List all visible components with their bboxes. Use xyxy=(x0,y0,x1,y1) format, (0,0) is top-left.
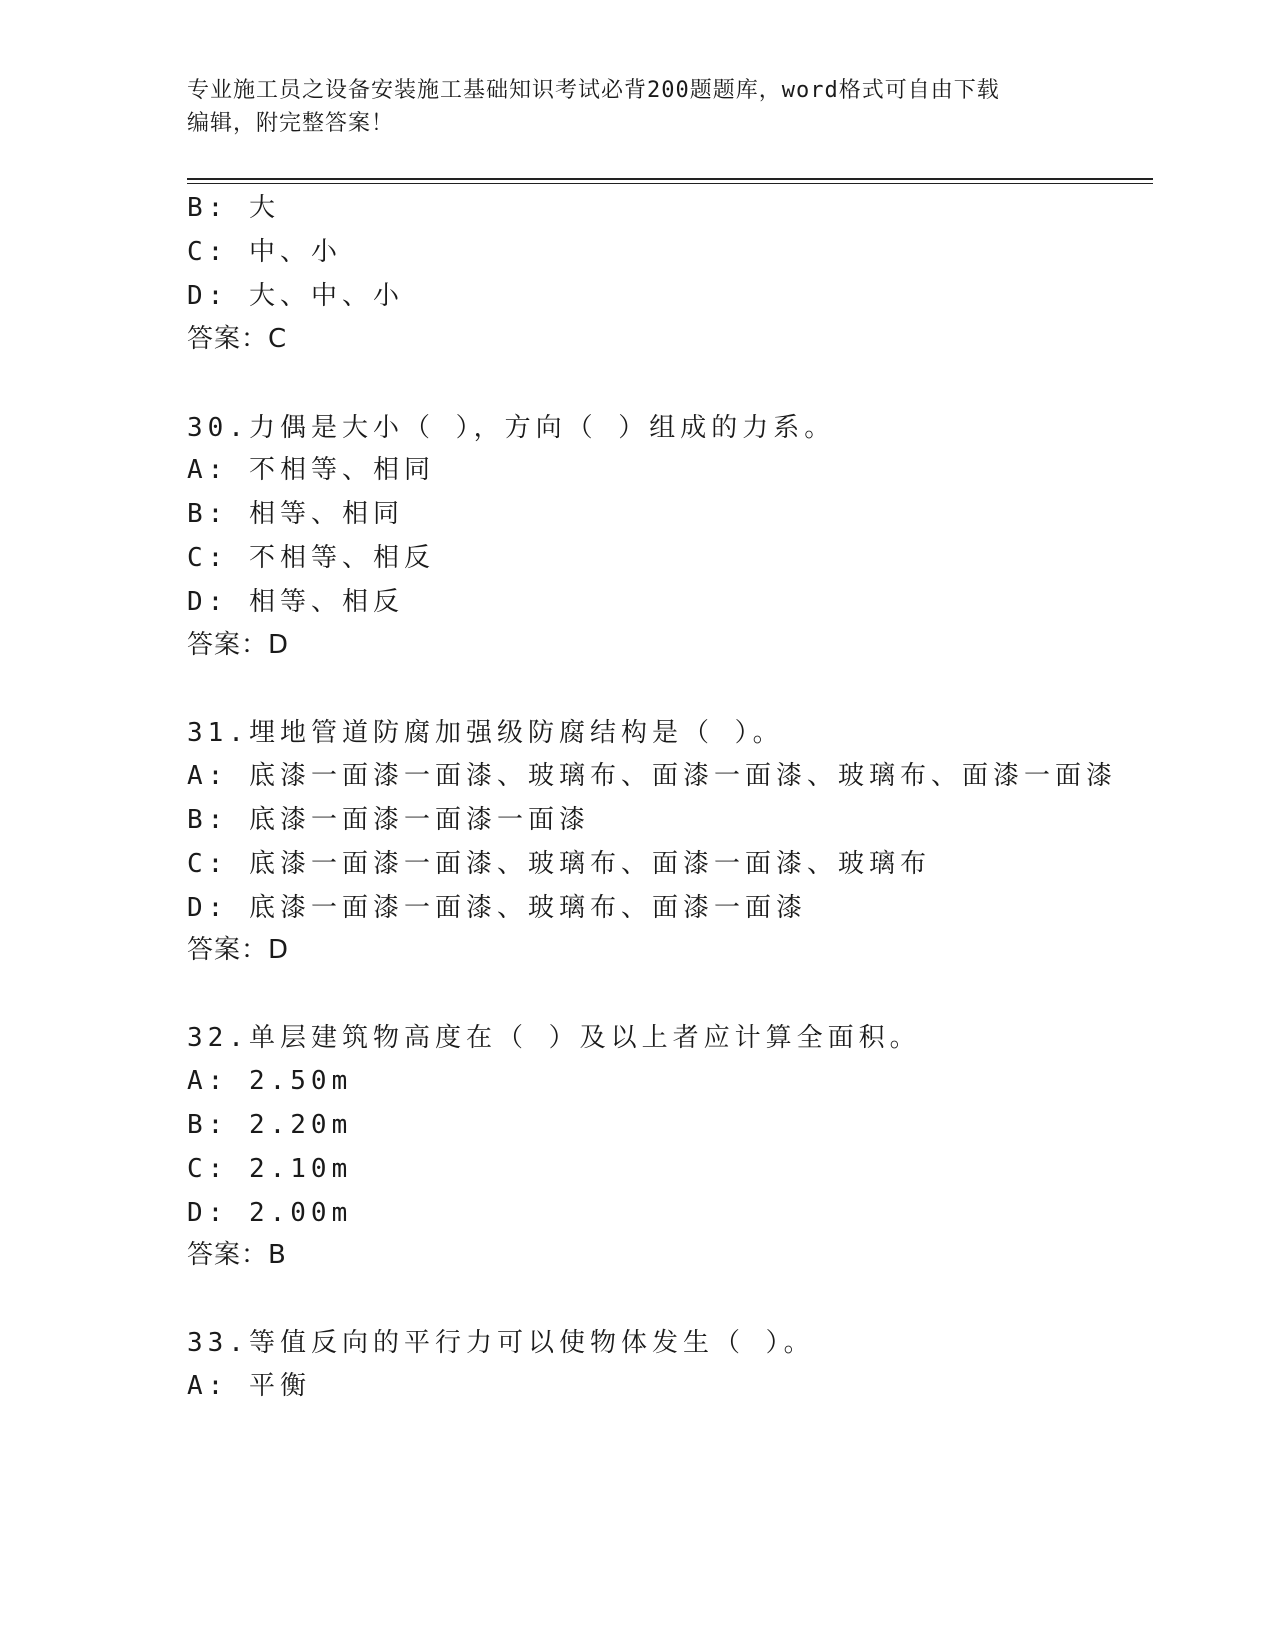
q31-option-a: A: 底漆一面漆一面漆、玻璃布、面漆一面漆、玻璃布、面漆一面漆 xyxy=(187,761,1117,791)
q30-option-c: C: 不相等、相反 xyxy=(187,543,435,573)
q31-option-d: D: 底漆一面漆一面漆、玻璃布、面漆一面漆 xyxy=(187,893,807,923)
q30-option-b: B: 相等、相同 xyxy=(187,499,404,529)
q32-option-a: A: 2.50m xyxy=(187,1066,353,1096)
header-line-2: 编辑，附完整答案！ xyxy=(187,111,395,136)
header-divider-thin xyxy=(187,183,1153,184)
q30-option-a: A: 不相等、相同 xyxy=(187,455,435,485)
q32-option-d: D: 2.00m xyxy=(187,1198,353,1228)
q29-answer: 答案：C xyxy=(187,324,288,354)
q32-question: 32.单层建筑物高度在（ ）及以上者应计算全面积。 xyxy=(187,1023,921,1053)
document-header xyxy=(187,74,1087,140)
q29-option-d: D: 大、中、小 xyxy=(187,281,404,311)
header-divider-thick xyxy=(187,178,1153,180)
q29-option-c: C: 中、小 xyxy=(187,237,342,267)
q30-answer: 答案：D xyxy=(187,630,290,660)
q32-option-b: B: 2.20m xyxy=(187,1110,353,1140)
q30-question: 30.力偶是大小（ ），方向（ ）组成的力系。 xyxy=(187,413,836,443)
q31-option-b: B: 底漆一面漆一面漆一面漆 xyxy=(187,805,590,835)
q29-option-b: B: 大 xyxy=(187,193,280,223)
q31-answer: 答案：D xyxy=(187,935,290,965)
q33-question: 33.等值反向的平行力可以使物体发生（ ）。 xyxy=(187,1328,815,1358)
header-line-1: 专业施工员之设备安装施工基础知识考试必背200题题库，word格式可自由下载 xyxy=(187,78,1000,103)
q31-option-c: C: 底漆一面漆一面漆、玻璃布、面漆一面漆、玻璃布 xyxy=(187,849,931,879)
q33-option-a: A: 平衡 xyxy=(187,1371,311,1401)
q30-option-d: D: 相等、相反 xyxy=(187,587,404,617)
q31-question: 31.埋地管道防腐加强级防腐结构是（ ）。 xyxy=(187,718,784,748)
q32-answer: 答案：B xyxy=(187,1240,287,1270)
q32-option-c: C: 2.10m xyxy=(187,1154,353,1184)
